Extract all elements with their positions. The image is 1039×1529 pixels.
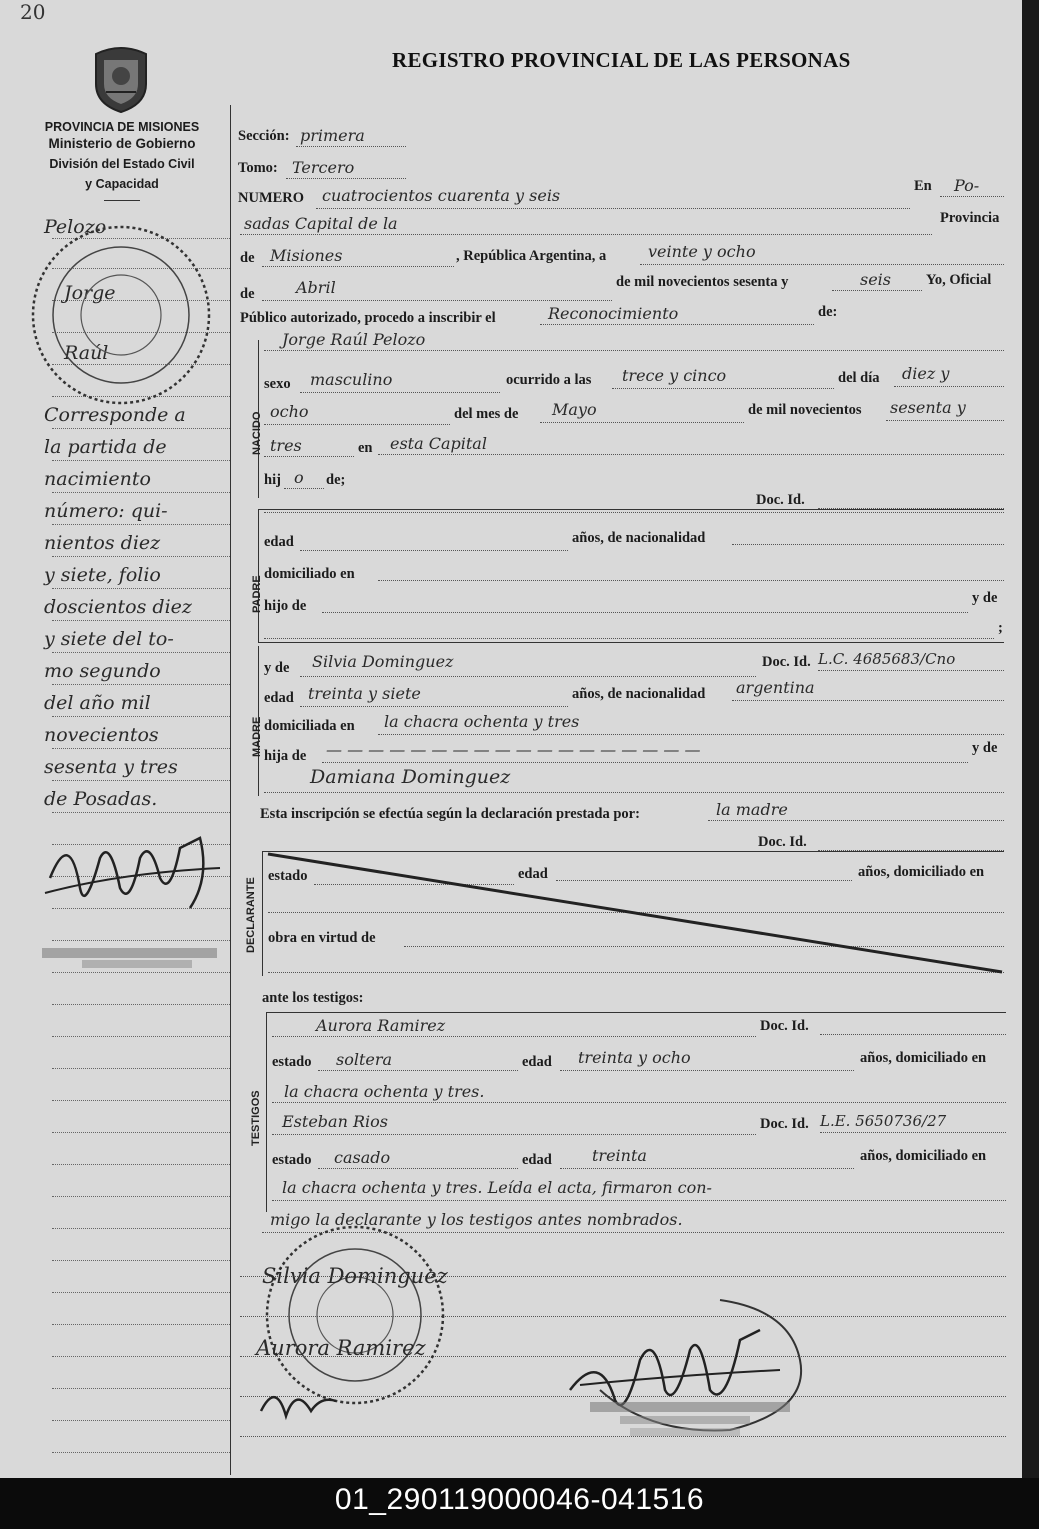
margin-note-line: la partida de	[44, 436, 167, 458]
signature-esteban	[256, 1376, 346, 1426]
month-value: Abril	[296, 278, 336, 297]
anio-value-a: sesenta y	[890, 398, 966, 417]
hij-de-label: de;	[326, 472, 346, 488]
republica-label: , República Argentina, a	[456, 248, 607, 264]
declaracion-por-value: la madre	[716, 800, 788, 819]
testigo-1-estado-value: soltera	[336, 1050, 393, 1069]
round-stamp	[28, 222, 214, 408]
dia-label: del día	[838, 370, 880, 386]
padre-edad-label: edad	[264, 534, 294, 550]
margin-note-line: Jorge	[64, 282, 116, 304]
de-label-2: de	[240, 286, 255, 302]
coat-of-arms-seal	[88, 40, 154, 114]
padre-section-label: PADRE	[251, 575, 263, 613]
year-end-value: seis	[860, 270, 892, 289]
margin-note-line: novecientos	[44, 724, 159, 746]
declarante-doc-label: Doc. Id.	[758, 834, 807, 850]
margin-note-line: y siete, folio	[44, 564, 161, 586]
ministry-label: Ministerio de Gobierno	[48, 136, 196, 151]
anio-label: de mil novecientos	[748, 402, 862, 418]
place-b: sadas Capital de la	[244, 214, 398, 233]
margin-note-line: nacimiento	[44, 468, 151, 490]
declarante-section-label: DECLARANTE	[245, 877, 257, 953]
madre-yde-label: y de	[264, 660, 290, 676]
numero-label: NUMERO	[238, 190, 305, 206]
madre-domicilio-label: domiciliada en	[264, 718, 355, 734]
margin-note-line: doscientos diez	[44, 596, 192, 618]
mes-value: Mayo	[552, 400, 597, 419]
ante-testigos-label: ante los testigos:	[262, 990, 364, 1006]
margin-note-line: mo segundo	[44, 660, 161, 682]
margin-note-line: Corresponde a	[44, 404, 186, 426]
testigo-1-anios-label: años, domiciliado en	[860, 1050, 987, 1066]
official-stamp-smudge	[42, 944, 217, 972]
testigo-2-edad-value: treinta	[592, 1146, 647, 1165]
madre-edad-label: edad	[264, 690, 294, 706]
tomo-value: Tercero	[292, 158, 355, 177]
official-signature	[40, 818, 230, 928]
margin-note-line: de Posadas.	[44, 788, 158, 810]
seccion-label: Sección:	[238, 128, 290, 144]
declarante-edad-label: edad	[518, 866, 548, 882]
margin-note-line: Pelozo	[44, 216, 107, 238]
binding-edge	[1022, 0, 1039, 1478]
seccion-value: primera	[300, 126, 365, 145]
testigo-2-domicilio-value: la chacra ochenta y tres. Leída el acta, firmaron con-	[282, 1178, 712, 1197]
act-type-value: Reconocimiento	[548, 304, 679, 323]
de-colon-label: de:	[818, 304, 838, 320]
testigo-1-edad-value: treinta y ocho	[578, 1048, 691, 1067]
publico-label: Público autorizado, procedo a inscribir el	[240, 310, 496, 326]
declarante-strikethrough	[266, 850, 1006, 976]
image-id-footer	[0, 1478, 1039, 1529]
hij-label: hij	[264, 472, 281, 488]
sexo-value: masculino	[310, 370, 393, 389]
testigo-2-edad-label: edad	[522, 1152, 552, 1168]
province-label: PROVINCIA DE MISIONES	[44, 120, 200, 134]
margin-note-line: Raúl	[64, 342, 109, 364]
testigo-1-doc-label: Doc. Id.	[760, 1018, 809, 1034]
madre-domicilio-value: la chacra ochenta y tres	[384, 712, 580, 731]
division-label: División del Estado Civil	[49, 157, 195, 171]
en-label-nacido: en	[358, 440, 373, 456]
padre-semicolon: ;	[998, 620, 1003, 636]
testigo-1-estado-label: estado	[272, 1054, 312, 1070]
madre-name: Silvia Dominguez	[312, 652, 454, 671]
testigos-section-label: TESTIGOS	[250, 1090, 262, 1146]
declaracion-label: Esta inscripción se efectúa según la declaración prestada por:	[260, 806, 640, 822]
nacido-doc-label: Doc. Id.	[756, 492, 805, 508]
header-rule	[104, 200, 140, 201]
testigo-2-estado-value: casado	[334, 1148, 391, 1167]
tomo-label: Tomo:	[238, 160, 278, 176]
madre-section-label: MADRE	[251, 716, 263, 757]
testigo-2-doc-label: Doc. Id.	[760, 1116, 809, 1132]
madre-doc-value: L.C. 4685683/Cno	[818, 650, 956, 668]
declarante-anios-label: años, domiciliado en	[858, 864, 985, 880]
padre-yde-label: y de	[972, 590, 998, 606]
dia-value-b: ocho	[270, 402, 309, 421]
signature-silvia: Silvia Dominguez	[262, 1264, 448, 1288]
lugar-value: esta Capital	[390, 434, 487, 453]
margin-note-line: del año mil	[44, 692, 151, 714]
anio-value-b: tres	[270, 436, 302, 455]
sexo-label: sexo	[264, 376, 291, 392]
de-label: de	[240, 250, 255, 266]
padre-domicilio-label: domiciliado en	[264, 566, 355, 582]
testigo-1-name: Aurora Ramirez	[316, 1016, 446, 1035]
madre-edad-value: treinta y siete	[308, 684, 421, 703]
declarante-obra-label: obra en virtud de	[268, 930, 376, 946]
hij-suffix: o	[294, 468, 304, 487]
testigo-2-name: Esteban Rios	[282, 1112, 388, 1131]
testigo-1-edad-label: edad	[522, 1054, 552, 1070]
provincia-label: Provincia	[940, 210, 1000, 226]
madre-de-value: Damiana Dominguez	[310, 766, 511, 788]
madre-yde-label-2: y de	[972, 740, 998, 756]
image-id: 01_290119000046-041516	[334, 1483, 705, 1516]
place-a: Po-	[954, 176, 980, 195]
margin-divider	[230, 105, 231, 1475]
padre-anios-label: años, de nacionalidad	[572, 530, 706, 546]
document-title: REGISTRO PROVINCIAL DE LAS PERSONAS	[392, 48, 851, 72]
hora-value: trece y cinco	[622, 366, 727, 385]
provincia-value: Misiones	[270, 246, 343, 265]
corner-mark: 20	[20, 0, 46, 24]
padre-hijo-label: hijo de	[264, 598, 307, 614]
day-value: veinte y ocho	[648, 242, 756, 261]
margin-note-line: y siete del to-	[44, 628, 174, 650]
year-label: de mil novecientos sesenta y	[616, 274, 789, 290]
testigo-1-domicilio-value: la chacra ochenta y tres.	[284, 1082, 485, 1101]
mes-label: del mes de	[454, 406, 519, 422]
nacido-section-label: NACIDO	[251, 411, 263, 455]
nacido-name: Jorge Raúl Pelozo	[282, 330, 426, 349]
testigo-2-estado-label: estado	[272, 1152, 312, 1168]
madre-hija-dashes: — — — — — — — — — — — — — — — — — —	[326, 740, 701, 759]
madre-doc-label: Doc. Id.	[762, 654, 811, 670]
margin-note-line: sesenta y tres	[44, 756, 178, 778]
madre-hija-label: hija de	[264, 748, 307, 764]
madre-nacionalidad-value: argentina	[736, 678, 815, 697]
declarante-estado-label: estado	[268, 868, 308, 884]
en-label: En	[914, 178, 932, 194]
capacity-label: y Capacidad	[85, 177, 159, 191]
closing-statement: migo la declarante y los testigos antes nombrados.	[270, 1210, 683, 1229]
ocurrido-label: ocurrido a las	[506, 372, 592, 388]
dia-value-a: diez y	[902, 364, 950, 383]
signature-aurora: Aurora Ramirez	[256, 1336, 426, 1360]
oficial-label: Yo, Oficial	[926, 272, 992, 288]
margin-note-line: nientos diez	[44, 532, 161, 554]
testigo-2-doc-value: L.E. 5650736/27	[820, 1112, 947, 1130]
numero-value: cuatrocientos cuarenta y seis	[322, 186, 561, 205]
madre-anios-label: años, de nacionalidad	[572, 686, 706, 702]
testigo-2-anios-label: años, domiciliado en	[860, 1148, 987, 1164]
margin-note-line: número: qui-	[44, 500, 168, 522]
official-stamp-smudge-lower	[590, 1398, 790, 1440]
